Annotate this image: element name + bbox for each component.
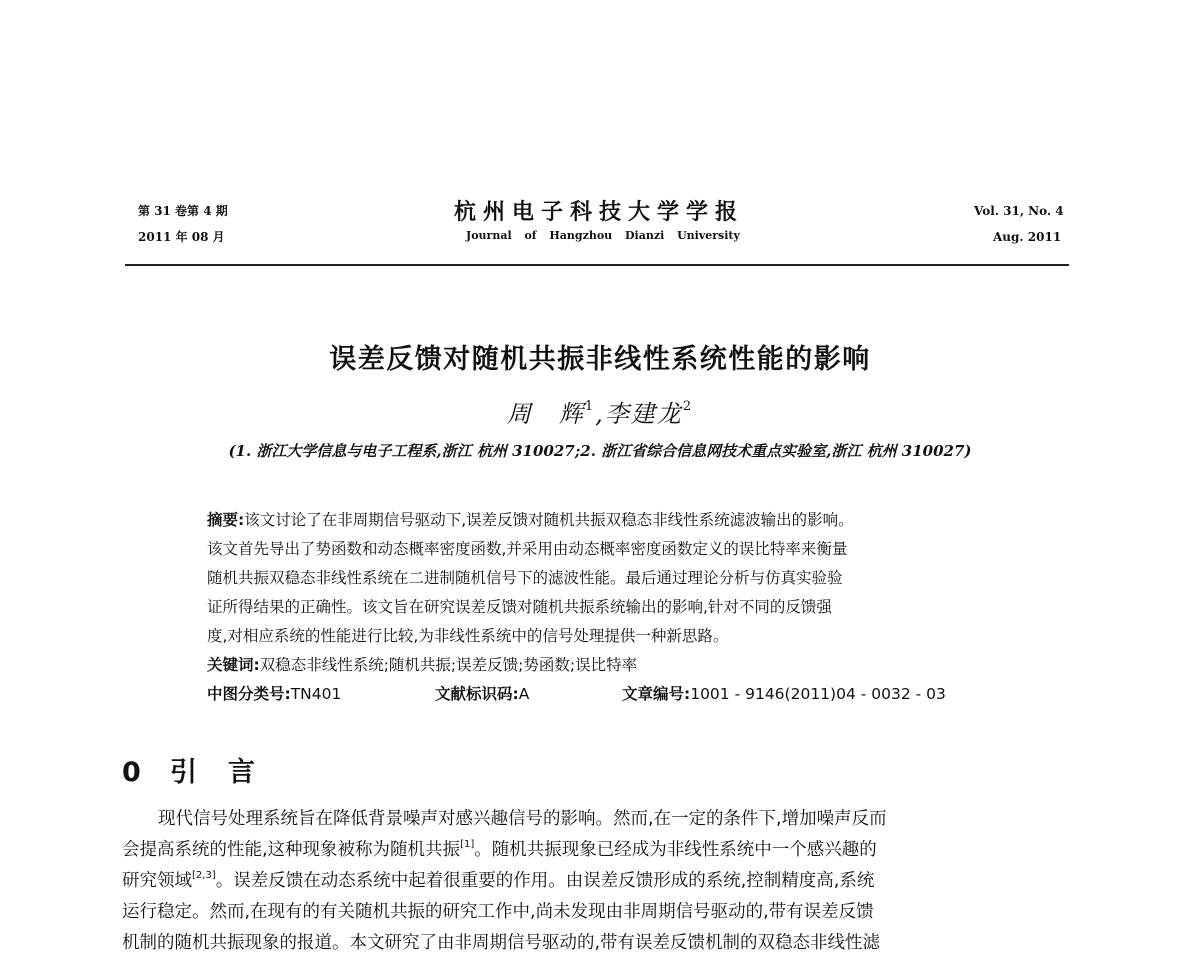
- keywords-label: 关键词:: [207, 656, 260, 674]
- body-line-3-a: 研究领域: [122, 871, 192, 891]
- section-title-char-1: 引: [170, 757, 197, 788]
- citation-1: [1]: [460, 839, 475, 850]
- article-title: 误差反馈对随机共振非线性系统性能的影响: [329, 344, 871, 375]
- clc-value: TN401: [290, 685, 342, 703]
- author-1-affiliation-mark: 1: [584, 399, 596, 414]
- abstract-label: 摘要:: [207, 511, 245, 529]
- section-title-char-2: 言: [228, 757, 255, 788]
- date-en: Aug. 2011: [993, 230, 1062, 244]
- body-line-1: 现代信号处理系统旨在降低背景噪声对感兴趣信号的影响。然而,在一定的条件下,增加噪声反而: [158, 809, 887, 829]
- abstract-line-4: 证所得结果的正确性。该文旨在研究误差反馈对随机共振系统输出的影响,针对不同的反馈强: [207, 598, 832, 616]
- clc-item: [207, 682, 341, 704]
- journal-title-en: Journal of Hangzhou Dianzi University: [466, 229, 740, 242]
- journal-title-cn: 杭州电子科技大学学报: [454, 199, 745, 225]
- affiliations: (1. 浙江大学信息与电子工程系,浙江 杭州 310027;2. 浙江省综合信息网技术重点实验室,浙江 杭州 310027): [228, 442, 972, 460]
- abstract-line-1: [207, 508, 854, 530]
- volume-en: Vol. 31, No. 4: [974, 204, 1064, 218]
- volume-issue: 第 31 卷第 4 期: [138, 204, 228, 218]
- abstract-line-2: 该文首先导出了势函数和动态概率密度函数,并采用由动态概率密度函数定义的误比特率来衡量: [207, 540, 848, 558]
- citation-2-3: [2,3]: [192, 870, 216, 881]
- abstract-line-3: 随机共振双稳态非线性系统在二进制随机信号下的滤波性能。最后通过理论分析与仿真实验验: [207, 569, 843, 587]
- body-line-5: 机制的随机共振现象的报道。本文研究了由非周期信号驱动的,带有误差反馈机制的双稳态非线性滤: [122, 933, 881, 953]
- article-number-item: [622, 682, 946, 704]
- section-heading: [122, 750, 255, 789]
- article-number-value: 1001 - 9146(2011)04 - 0032 - 03: [690, 685, 946, 703]
- abstract-line-5: 度,对相应系统的性能进行比较,为非线性系统中的信号处理提供一种新思路。: [207, 627, 729, 645]
- body-line-4: 运行稳定。然而,在现有的有关随机共振的研究工作中,尚未发现由非周期信号驱动的,带有误差反馈: [122, 902, 874, 922]
- article-number-label: 文章编号:: [622, 685, 691, 703]
- header-rule: [125, 264, 1069, 266]
- body-line-3-b: 。误差反馈在动态系统中起着很重要的作用。由误差反馈形成的系统,控制精度高,系统: [215, 871, 875, 891]
- body-line-2-b: 。随机共振现象已经成为非线性系统中一个感兴趣的: [474, 840, 877, 860]
- doc-code-value: A: [518, 685, 530, 703]
- keywords-line: [207, 653, 637, 675]
- author-1-first: 周: [506, 400, 533, 428]
- author-separator: ,: [595, 400, 605, 428]
- body-line-2-a: 会提高系统的性能,这种现象被称为随机共振: [122, 840, 461, 860]
- author-2: 李建龙: [604, 400, 683, 428]
- clc-label: 中图分类号:: [207, 685, 291, 703]
- doc-code-item: [435, 682, 529, 704]
- author-1-last: 辉: [558, 400, 585, 428]
- author-2-affiliation-mark: 2: [682, 399, 694, 414]
- doc-code-label: 文献标识码:: [435, 685, 519, 703]
- body-line-2: [122, 836, 1068, 861]
- keywords-text: 双稳态非线性系统;随机共振;误差反馈;势函数;误比特率: [259, 656, 638, 674]
- author-line: [0, 394, 1200, 429]
- body-line-3: [122, 867, 1068, 892]
- section-number: 0: [122, 757, 141, 788]
- abstract-text-1: 该文讨论了在非周期信号驱动下,误差反馈对随机共振双稳态非线性系统滤波输出的影响。: [244, 511, 854, 529]
- issue-date: 2011 年 08 月: [138, 230, 225, 244]
